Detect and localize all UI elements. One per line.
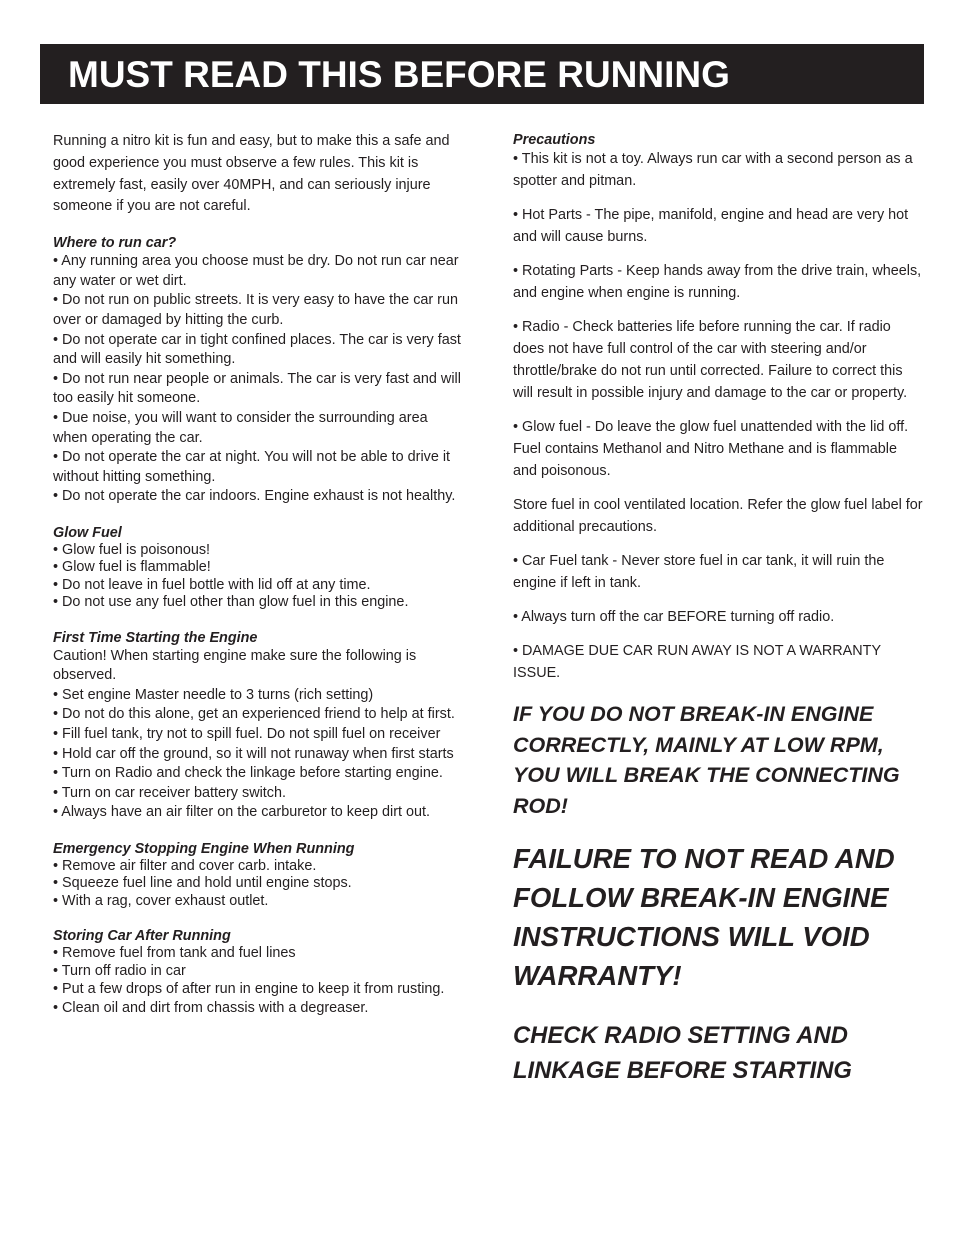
list-item: • Do not operate car in tight confined places. The car is very fast and will easily hit something.	[53, 331, 461, 368]
list-item: • Squeeze fuel line and hold until engine stops.	[53, 875, 352, 892]
list-item: • Remove air filter and cover carb. intake.	[53, 857, 317, 874]
section-emergency-stopping	[53, 840, 463, 910]
first-time-list	[53, 647, 463, 823]
precaution-paragraph: • Hot Parts - The pipe, manifold, engine and head are very hot and will cause burns.	[513, 207, 909, 245]
list-item: • Glow fuel is poisonous!	[53, 541, 211, 558]
list-item: • Remove fuel from tank and fuel lines	[53, 945, 296, 962]
precaution-paragraph: • Glow fuel - Do leave the glow fuel unattended with the lid off. Fuel contains Methanol and Nitro Methane and is flammable and poisonous.	[513, 418, 909, 479]
section-title: First Time Starting the Engine	[53, 629, 258, 646]
list-item: • Turn on car receiver battery switch.	[53, 784, 286, 801]
list-item: • Do not operate the car at night. You will not be able to drive it without hitting something.	[53, 449, 451, 485]
where-to-run-list	[53, 252, 463, 507]
precaution-paragraph: • This kit is not a toy. Always run car with a second person as a spotter and pitman.	[513, 151, 913, 189]
list-item: • Hold car off the ground, so it will not runaway when first starts	[53, 745, 454, 762]
list-item: • Do not leave in fuel bottle with lid off at any time.	[53, 576, 371, 593]
list-item: • Do not operate the car indoors. Engine exhaust is not healthy.	[53, 488, 456, 505]
precaution-paragraph: • Rotating Parts - Keep hands away from the drive train, wheels, and engine when engine is running.	[513, 263, 922, 301]
list-item: • Always have an air filter on the carburetor to keep dirt out.	[53, 804, 430, 821]
list-item: • Any running area you choose must be dry. Do not run car near any water or wet dirt.	[53, 253, 459, 289]
list-item: • Fill fuel tank, try not to spill fuel. Do not spill fuel on receiver	[53, 725, 441, 742]
list-item: • Do not run on public streets. It is very easy to have the car run over or damaged by hitting the curb.	[53, 292, 458, 328]
emergency-list	[53, 858, 463, 910]
precaution-paragraph: • Radio - Check batteries life before running the car. If radio does not have full control of the car with steering and/or throttle/brake do not run until corrected. Failure to correct this will result in possible injury and damage to the car or property.	[513, 319, 908, 401]
list-item: • Turn off radio in car	[53, 962, 186, 979]
list-item: • Do not do this alone, get an experienced friend to help at first.	[53, 706, 455, 723]
list-item: • Set engine Master needle to 3 turns (rich setting)	[53, 686, 374, 703]
list-item: • Turn on Radio and check the linkage before starting engine.	[53, 765, 443, 782]
left-column	[53, 131, 463, 1034]
section-title: Glow Fuel	[53, 524, 122, 541]
radio-check-warning: CHECK RADIO SETTING AND LINKAGE BEFORE STARTING	[513, 1022, 852, 1084]
precaution-paragraph: • Always turn off the car BEFORE turning off radio.	[513, 609, 835, 626]
intro-paragraph: Running a nitro kit is fun and easy, but to make this a safe and good experience you must observe a few rules. This kit is extremely fast, easily over 40MPH, and can seriously injure someone if you are not careful.	[53, 133, 450, 215]
section-storing-car	[53, 927, 463, 1017]
section-where-to-run	[53, 234, 463, 507]
list-item: • Glow fuel is flammable!	[53, 559, 211, 576]
warranty-warning: FAILURE TO NOT READ AND FOLLOW BREAK-IN ENGINE INSTRUCTIONS WILL VOID WARRANTY!	[513, 843, 895, 992]
list-item: Caution! When starting engine make sure the following is observed.	[53, 647, 417, 684]
glow-fuel-list	[53, 542, 463, 612]
section-glow-fuel	[53, 524, 463, 612]
list-item: • Do not use any fuel other than glow fuel in this engine.	[53, 594, 409, 611]
title-banner	[40, 44, 924, 104]
list-item: • Due noise, you will want to consider the surrounding area when operating the car.	[53, 409, 428, 446]
list-item: • Do not run near people or animals. The car is very fast and will too easily hit someone.	[53, 370, 461, 407]
section-title: Emergency Stopping Engine When Running	[53, 840, 355, 857]
precaution-paragraph: • DAMAGE DUE CAR RUN AWAY IS NOT A WARRANTY ISSUE.	[513, 643, 881, 682]
precaution-paragraph: Store fuel in cool ventilated location. Refer the glow fuel label for additional precautions.	[513, 496, 923, 535]
storing-list	[53, 945, 463, 1017]
precaution-paragraph: • Car Fuel tank - Never store fuel in car tank, it will ruin the engine if left in tank.	[513, 552, 885, 591]
section-first-time-starting	[53, 629, 463, 823]
break-in-warning: IF YOU DO NOT BREAK-IN ENGINE CORRECTLY, MAINLY AT LOW RPM, YOU WILL BREAK THE CONNECTING ROD!	[513, 701, 900, 818]
precautions-title: Precautions	[513, 132, 596, 148]
list-item: • With a rag, cover exhaust outlet.	[53, 892, 269, 909]
section-title: Storing Car After Running	[53, 928, 231, 945]
right-column	[513, 131, 923, 1088]
list-item: • Clean oil and dirt from chassis with a degreaser.	[53, 999, 369, 1016]
section-title: Where to run car?	[53, 235, 177, 252]
list-item: • Put a few drops of after run in engine to keep it from rusting.	[53, 980, 445, 997]
page-title: MUST READ THIS BEFORE RUNNING	[68, 54, 730, 95]
